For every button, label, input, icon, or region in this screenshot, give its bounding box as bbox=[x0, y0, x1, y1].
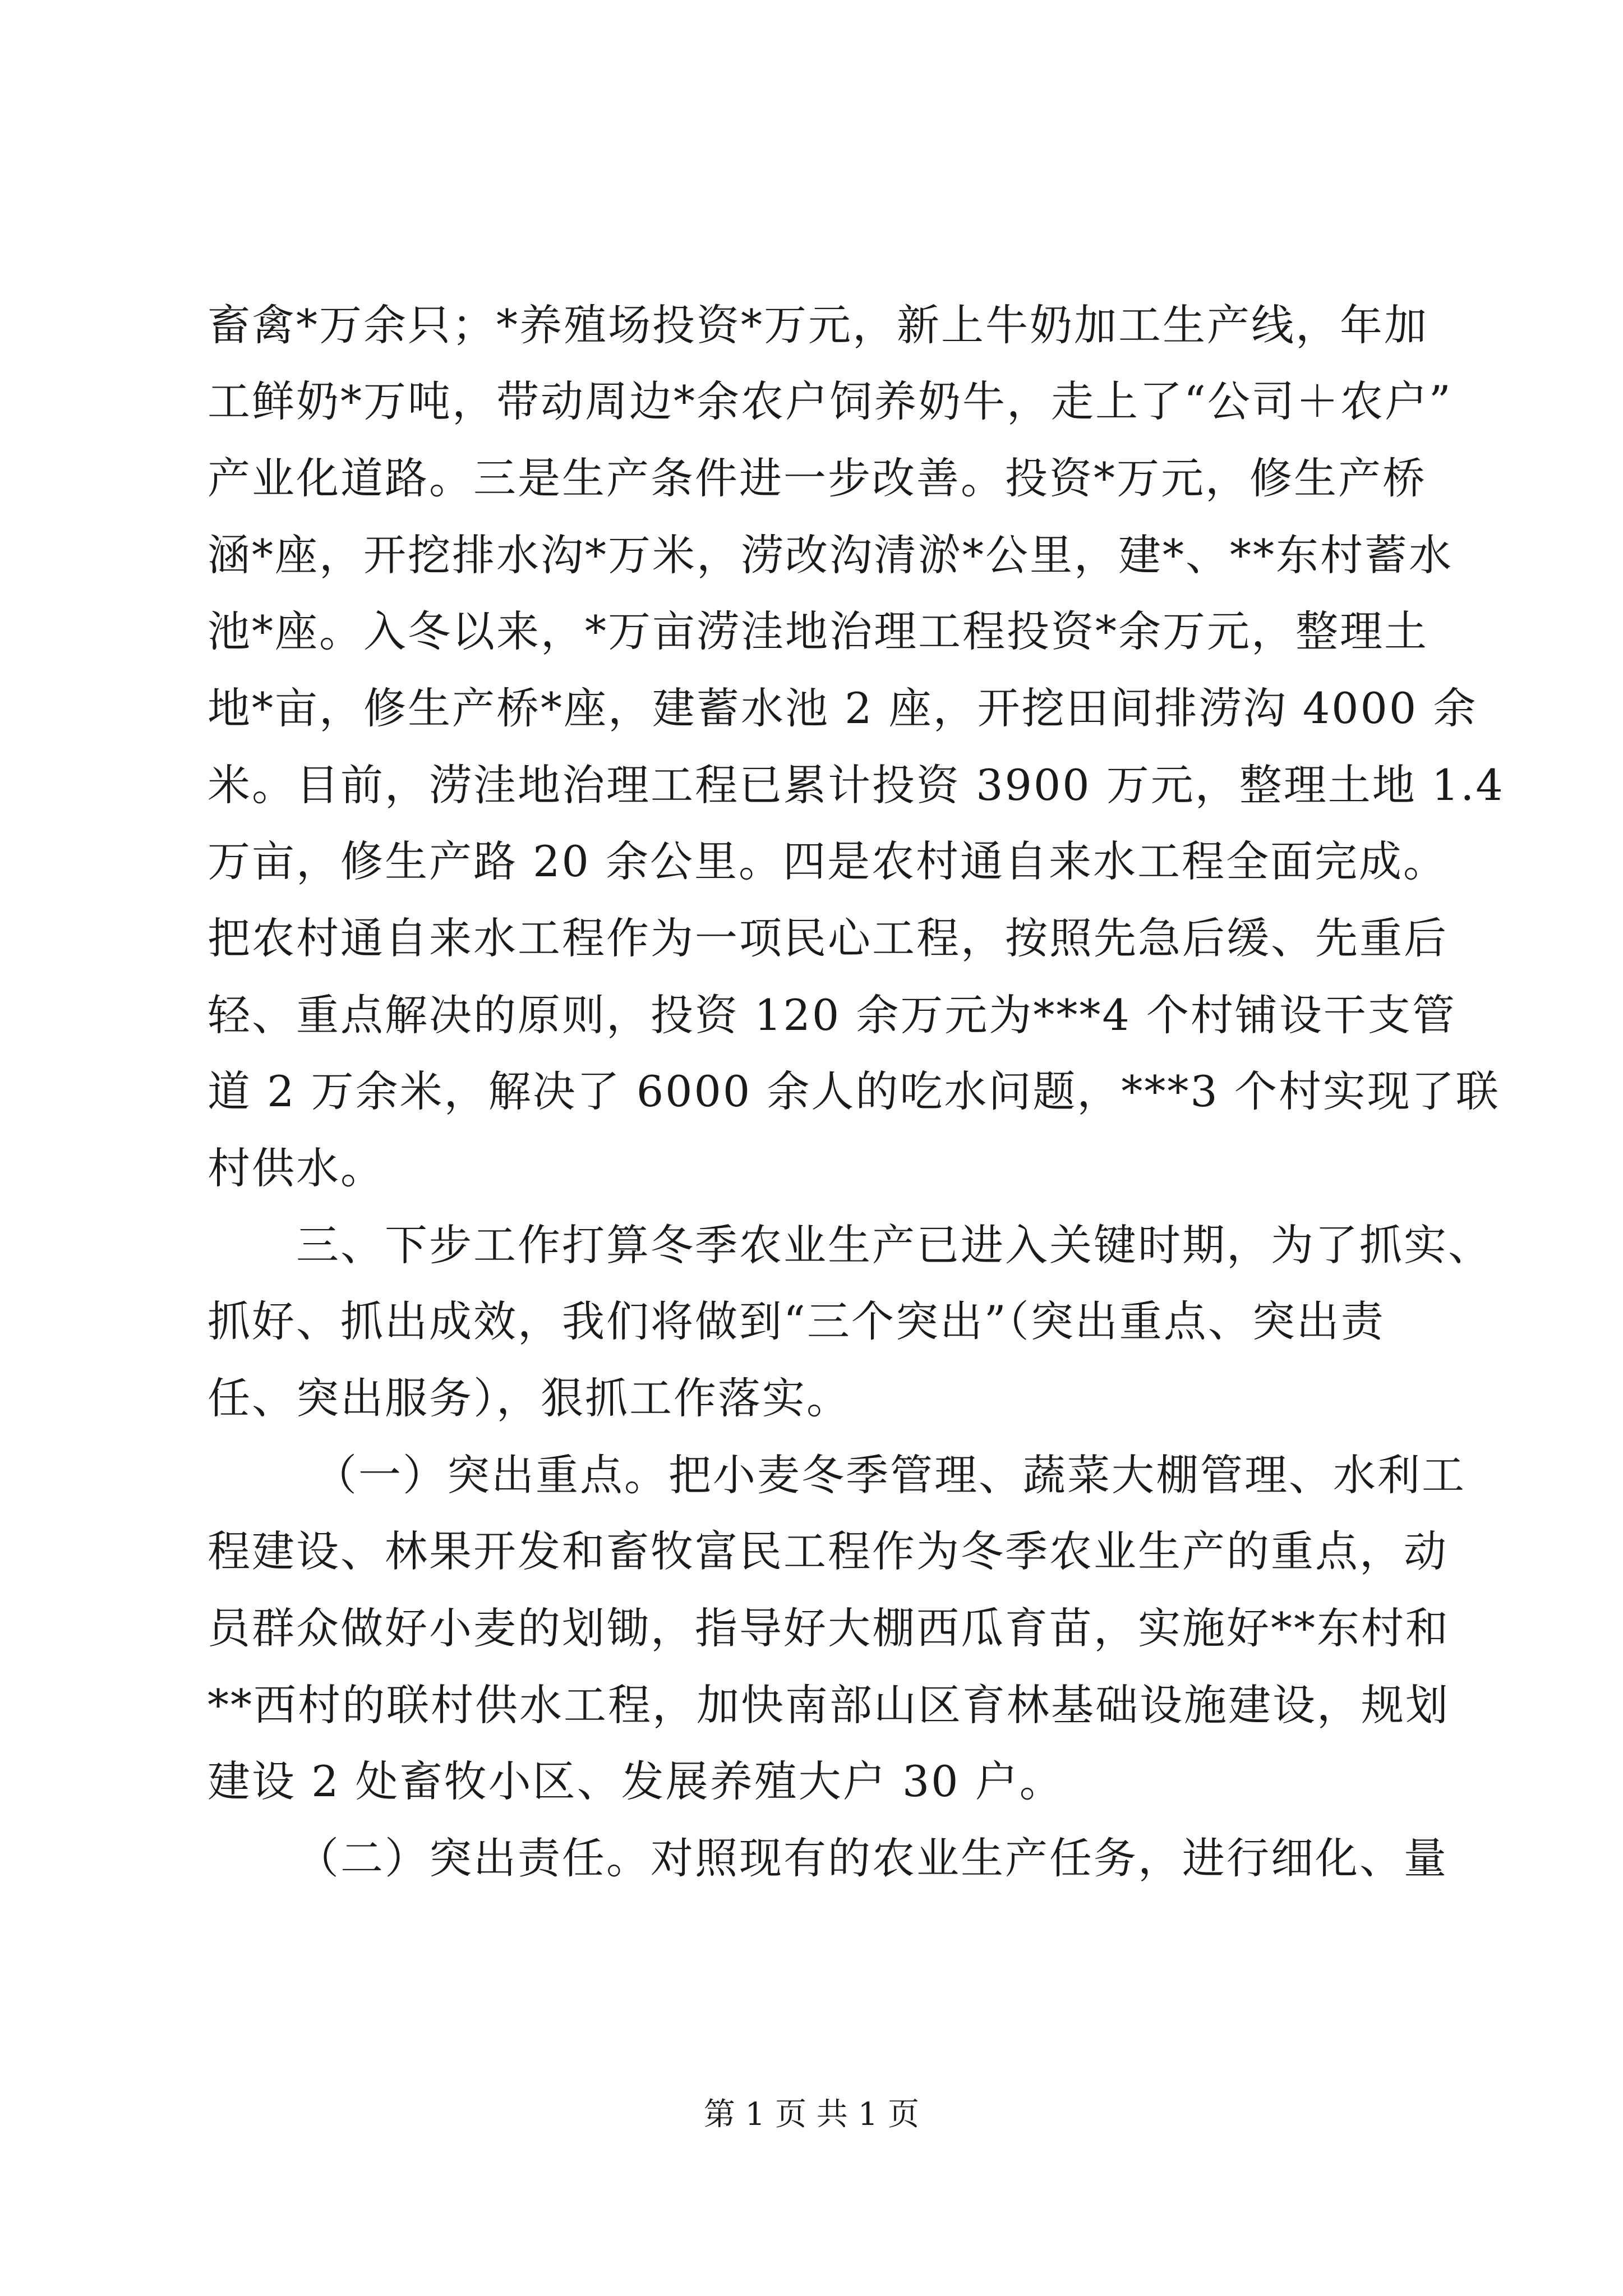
text-line-7: 米。目前，涝洼地治理工程已累计投资 3900 万元，整理土地 1.4 bbox=[208, 760, 1505, 810]
text-line-18: 员群众做好小麦的划锄，指导好大棚西瓜育苗，实施好**东村和 bbox=[208, 1603, 1450, 1653]
text-line-6: 地*亩，修生产桥*座，建蓄水池 2 座，开挖田间排涝沟 4000 余 bbox=[208, 683, 1478, 733]
text-line-8: 万亩，修生产路 20 余公里。四是农村通自来水工程全面完成。 bbox=[208, 836, 1448, 886]
text-line-4: 涵*座，开挖排水沟*万米，涝改沟清淤*公里，建*、**东村蓄水 bbox=[208, 530, 1453, 580]
text-line-11: 道 2 万余米，解决了 6000 余人的吃水问题，***3 个村实现了联 bbox=[208, 1066, 1500, 1116]
text-line-3: 产业化道路。三是生产条件进一步改善。投资*万元，修生产桥 bbox=[208, 453, 1427, 503]
text-line-17: 程建设、林果开发和畜牧富民工程作为冬季农业生产的重点，动 bbox=[208, 1526, 1448, 1576]
text-line-2: 工鲜奶*万吨，带动周边*余农户饲养奶牛，走上了“公司＋农户” bbox=[208, 376, 1453, 426]
text-line-1: 畜禽*万余只；*养殖场投资*万元，新上牛奶加工生产线，年加 bbox=[208, 300, 1428, 350]
subsection-one-heading: （一）突出重点。把小麦冬季管理、蔬菜大棚管理、水利工 bbox=[314, 1450, 1466, 1500]
text-line-19: **西村的联村供水工程，加快南部山区育林基础设施建设，规划 bbox=[208, 1680, 1450, 1730]
text-line-14: 抓好、抓出成效，我们将做到“三个突出”（突出重点、突出责 bbox=[208, 1296, 1385, 1346]
page-footer: 第 1 页 共 1 页 bbox=[703, 2096, 920, 2133]
text-line-5: 池*座。入冬以来，*万亩涝洼地治理工程投资*余万元，整理土 bbox=[208, 606, 1428, 656]
text-line-9: 把农村通自来水工程作为一项民心工程，按照先急后缓、先重后 bbox=[208, 913, 1448, 963]
text-line-10: 轻、重点解决的原则，投资 120 余万元为***4 个村铺设干支管 bbox=[208, 990, 1456, 1040]
text-line-15: 任、突出服务），狠抓工作落实。 bbox=[208, 1373, 851, 1423]
text-line-20: 建设 2 处畜牧小区、发展养殖大户 30 户。 bbox=[208, 1756, 1064, 1806]
subsection-two-heading: （二）突出责任。对照现有的农业生产任务，进行细化、量 bbox=[296, 1833, 1448, 1883]
section-three-heading: 三、下步工作打算冬季农业生产已进入关键时期，为了抓实、 bbox=[296, 1220, 1492, 1270]
text-line-12: 村供水。 bbox=[208, 1143, 385, 1193]
